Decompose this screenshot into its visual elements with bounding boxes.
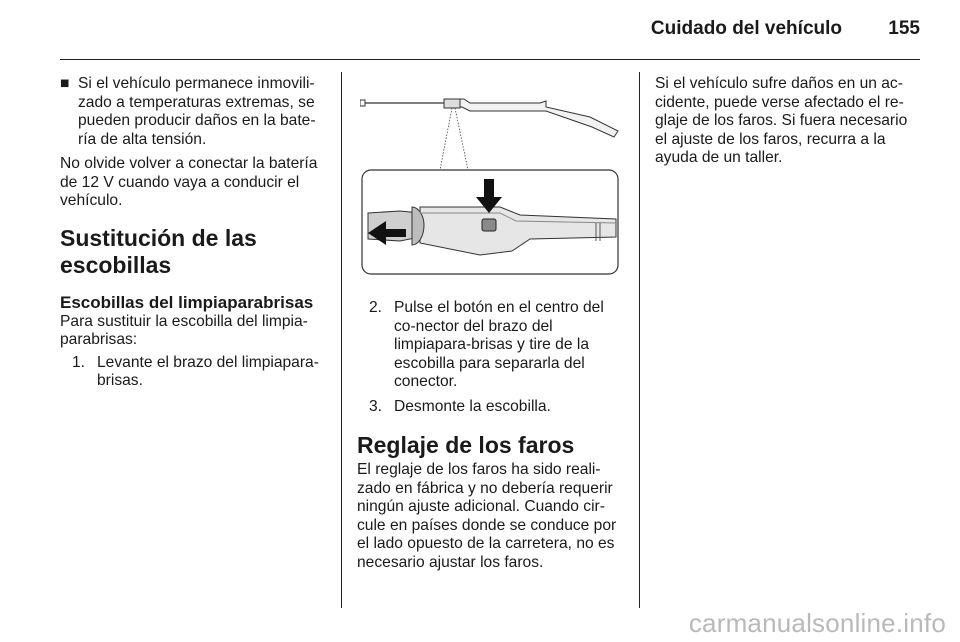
step-1 bbox=[72, 354, 330, 391]
step-number: 3. bbox=[369, 397, 383, 415]
step-2 bbox=[369, 299, 627, 392]
column-3 bbox=[655, 75, 920, 168]
watermark: carmanualsonline.info bbox=[688, 608, 946, 638]
subheading-wiper-blades: Escobillas del limpiaparabrisas bbox=[60, 292, 314, 312]
column-divider-right bbox=[639, 72, 640, 608]
step-text: Levante el brazo del limpiapara-brisas. bbox=[97, 353, 319, 389]
header-divider bbox=[60, 59, 920, 60]
headlight-paragraph: El reglaje de los faros ha sido reali-zado en fábrica y no debería requerir ningún ajuste adicional. Cuando cir-cule en países donde se conduce por el lado opuesto de la carretera, no es necesario ajustar los faros. bbox=[357, 461, 617, 571]
section-heading-headlights: Reglaje de los faros bbox=[357, 432, 575, 458]
section-title: Cuidado del vehículo bbox=[650, 18, 842, 39]
step-text: Desmonte la escobilla. bbox=[394, 397, 551, 415]
release-button bbox=[482, 219, 496, 231]
bullet-item bbox=[60, 75, 330, 149]
battery-paragraph: No olvide volver a conectar la batería de 12 V cuando vaya a conducir el vehículo. bbox=[60, 155, 318, 209]
intro-paragraph: Para sustituir la escobilla del limpia-parabrisas: bbox=[60, 312, 308, 348]
wiper-arm-drawing bbox=[360, 99, 618, 137]
bullet-square-icon: ■ bbox=[60, 75, 70, 92]
bullet-text: Si el vehículo permanece inmovili-zado a temperaturas extremas, se pueden producir daños en la bate-ría de alta tensión. bbox=[78, 75, 316, 148]
column-1 bbox=[60, 75, 330, 391]
step-text: Pulse el botón en el centro del co-nector del brazo del limpiapara-brisas y tire de la escobilla para separarla del conector. bbox=[394, 299, 604, 390]
page-number: 155 bbox=[888, 18, 920, 39]
column-2 bbox=[357, 299, 627, 572]
step-number: 2. bbox=[369, 299, 383, 316]
column-divider-left bbox=[341, 72, 342, 608]
section-heading-wipers: Sustitución de las escobillas bbox=[60, 224, 257, 278]
step-number: 1. bbox=[72, 353, 86, 371]
step-3 bbox=[369, 398, 627, 417]
wiper-connector-illustration bbox=[360, 95, 622, 277]
accident-paragraph: Si el vehículo sufre daños en un ac-cidente, puede verse afectado el re-glaje de los faros. Si fuera necesario el ajuste de los faros, recurra a la ayuda de un taller. bbox=[655, 75, 908, 166]
